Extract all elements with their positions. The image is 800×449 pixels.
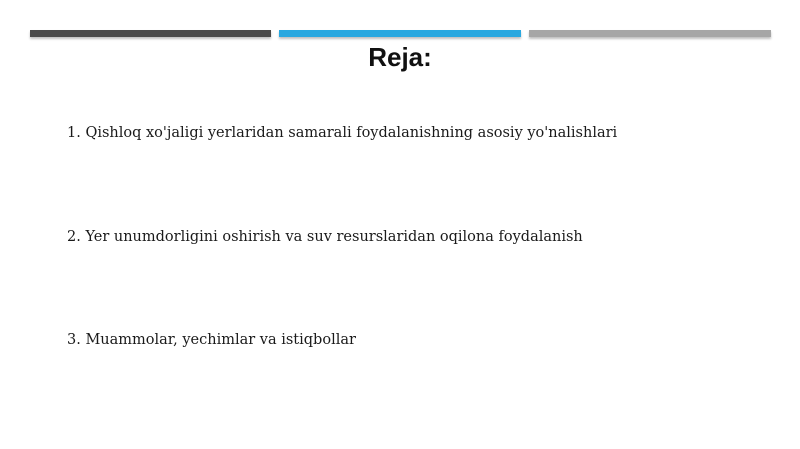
plan-item-2: 2. Yer unumdorligini oshirish va suv resurslaridan oqilona foydalanish xyxy=(67,229,583,245)
top-bar-gray xyxy=(529,30,771,37)
top-bar-dark xyxy=(30,30,271,37)
plan-item-1: 1. Qishloq xo'jaligi yerlaridan samarali foydalanishning asosiy yo'nalishlari xyxy=(67,125,618,141)
top-bar-blue xyxy=(279,30,521,37)
slide-title: Reja: xyxy=(368,42,432,72)
plan-item-3: 3. Muammolar, yechimlar va istiqbollar xyxy=(67,332,356,348)
